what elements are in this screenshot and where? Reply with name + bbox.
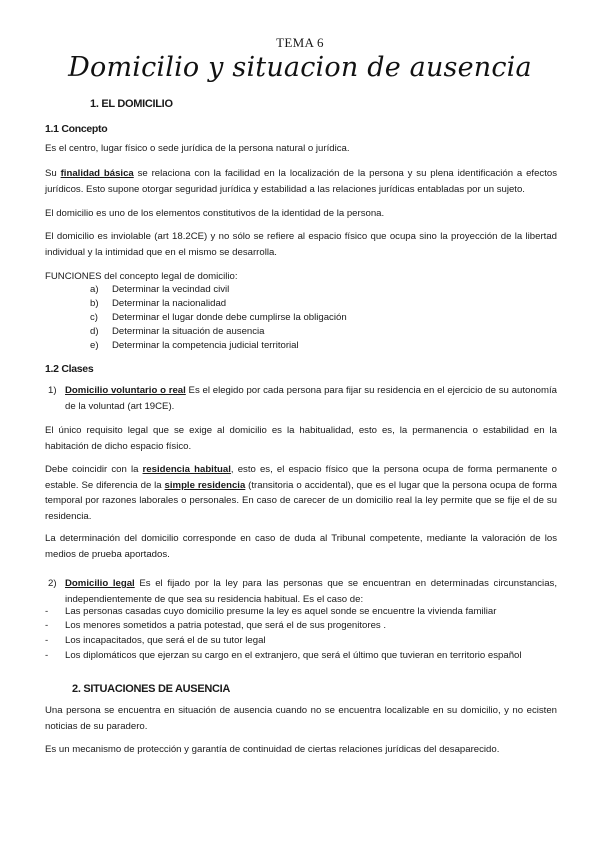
text: Su (45, 168, 61, 179)
paragraph-mecanismo: Es un mecanismo de protección y garantía de continuidad de ciertas relaciones jurídicas del desaparecido. (45, 744, 500, 755)
list-item (45, 605, 560, 619)
list-marker: b) (90, 298, 99, 309)
funciones-label: FUNCIONES del concepto legal de domicilio: (45, 271, 238, 282)
list-text: Determinar la vecindad civil (112, 284, 230, 295)
dash-marker: - (45, 635, 49, 646)
section-heading-domicilio: 1. EL DOMICILIO (90, 98, 173, 110)
paragraph-finalidad (45, 166, 557, 197)
text: Es el elegido por cada persona para fijar su residencia en el ejercicio de su autonomía de la voluntad (art 19CE). (65, 385, 557, 412)
list-text: Determinar la situación de ausencia (112, 326, 265, 337)
list-text: Los menores sometidos a patria potestad, que será el de sus progenitores . (65, 620, 387, 631)
list-item (45, 649, 560, 663)
list-text: Determinar el lugar donde debe cumplirse la obligación (112, 312, 347, 323)
list-item (90, 339, 299, 353)
paragraph-determinacion: La determinación del domicilio corresponde en caso de duda al Tribunal competente, mediante la valoración de los medios de prueba aportados. (45, 533, 557, 560)
paragraph-ausencia: Una persona se encuentra en situación de ausencia cuando no se encuentra localizable en su domicilio, y no ecisten noticias de su paradero. (45, 705, 557, 732)
section-heading-ausencia: 2. SITUACIONES DE AUSENCIA (72, 683, 231, 695)
list-marker: e) (90, 340, 99, 351)
subheading-concepto: 1.1 Concepto (45, 123, 108, 135)
dash-marker: - (45, 650, 49, 661)
list-text: Los incapacitados, que será el de su tutor legal (65, 635, 266, 646)
underlined-term: Domicilio voluntario o real (65, 385, 186, 396)
list-marker: 1) (48, 385, 57, 396)
list-item (45, 619, 560, 633)
paragraph-residencia (45, 462, 557, 524)
underlined-term: residencia habitual (142, 464, 231, 475)
clase-voluntario-text (65, 383, 557, 414)
list-text: Los diplomáticos que ejerzan su cargo en el extranjero, que será el último que tuvieran en territorio español (65, 650, 522, 661)
clase-legal-text (65, 576, 557, 607)
list-marker: a) (90, 284, 99, 295)
list-item (90, 325, 265, 339)
underlined-term: Domicilio legal (65, 578, 135, 589)
list-marker: d) (90, 326, 99, 337)
underlined-term: finalidad básica (60, 168, 134, 179)
list-item (45, 634, 560, 648)
list-text: Las personas casadas cuyo domicilio presume la ley es aquel sonde se encuentre la vivienda familiar (65, 606, 497, 617)
text: se relaciona con la facilidad en la localización de la persona y su plena identificación a efectos jurídicos. Esto supone otorgar seguridad jurídica y estabilidad a las relaciones jurídicas entabladas por un sujeto. (45, 168, 558, 195)
dash-marker: - (45, 606, 49, 617)
text: Debe coincidir con la (45, 464, 143, 475)
list-text: Determinar la nacionalidad (112, 298, 227, 309)
list-marker: 2) (48, 578, 57, 589)
list-text: Determinar la competencia judicial territorial (112, 340, 299, 351)
text: Es el fijado por la ley para las personas que se encuentran en determinadas circunstancias, independientemente de que sea su residencia habitual. Es el caso de: (65, 578, 557, 605)
subheading-clases: 1.2 Clases (45, 363, 94, 375)
paragraph-concepto: Es el centro, lugar físico o sede jurídica de la persona natural o jurídica. (45, 143, 350, 154)
paragraph-inviolable: El domicilio es inviolable (art 18.2CE) y no sólo se refiere al espacio físico que ocupa sino la proyección de la libertad individual y la intimidad que en el mismo se desarrolla. (45, 231, 557, 258)
text: (transitoria o accidental), que es el lugar que la persona ocupa de forma temporal por razones laborales o personales. En caso de carecer de un domicilio real la ley permite que se fije el de su residencia. (45, 479, 557, 522)
tema-label: TEMA 6 (276, 35, 324, 50)
paragraph-requisito: El único requisito legal que se exige al domicilio es la habitualidad, esto es, la permanencia o estabilidad en la habitación de dicho espacio físico. (45, 425, 557, 452)
dash-marker: - (45, 620, 49, 631)
list-item (90, 297, 226, 311)
list-marker: c) (90, 312, 98, 323)
list-item (90, 283, 229, 297)
paragraph-identidad: El domicilio es uno de los elementos constitutivos de la identidad de la persona. (45, 208, 385, 219)
underlined-term: simple residencia (164, 479, 246, 491)
list-item (90, 311, 347, 325)
text: , esto es, el espacio físico que la persona ocupa de forma permanente o estable. Se diferencia de la (45, 464, 558, 491)
page-title: Domicilio y situacion de ausencia (68, 52, 532, 83)
